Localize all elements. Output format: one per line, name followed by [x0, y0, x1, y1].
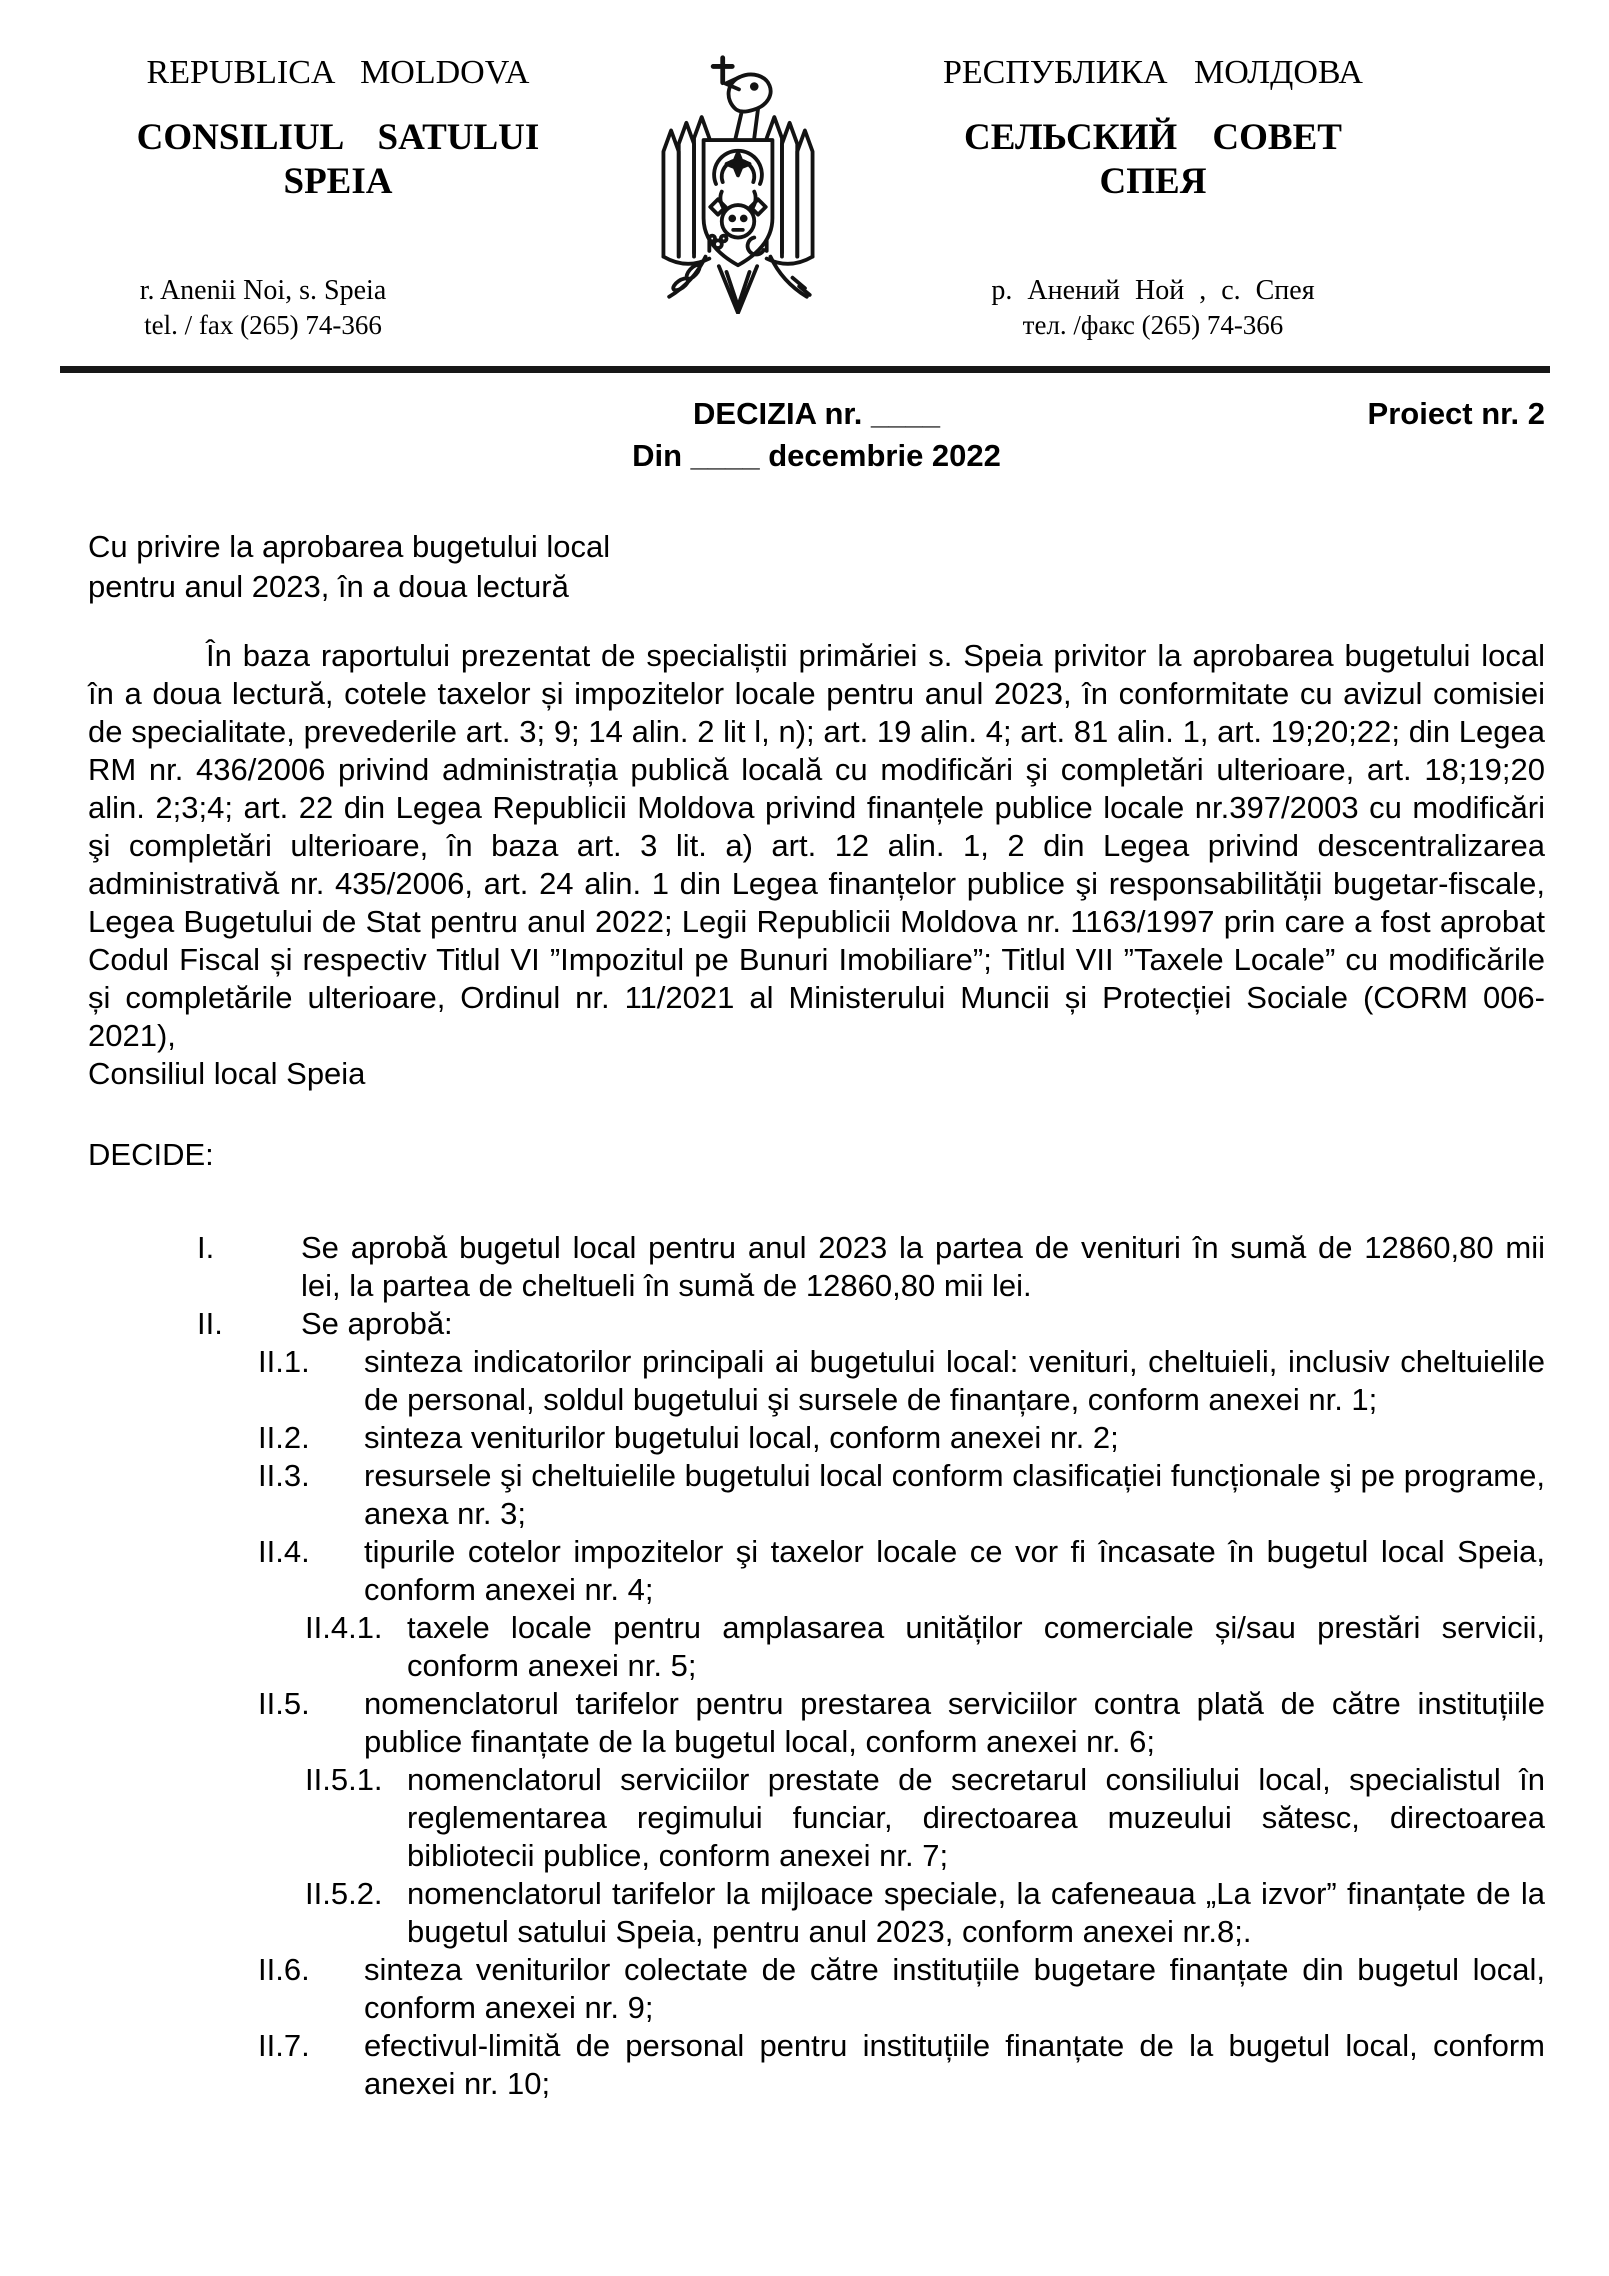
letterhead-romanian: [88, 48, 588, 342]
moldova-coat-of-arms-icon: [642, 54, 834, 314]
item-text: nomenclatorul serviciilor prestate de secretarul consiliului local, specialistul în reglementarea regimului funciar, directoarea muzeului sătesc, directoarea bibliotecii publice, conform anexei nr. 7;: [407, 1762, 1545, 1873]
country-name-ro: REPUBLICA MOLDOVA: [146, 54, 530, 91]
item-text: taxele locale pentru amplasarea unităților comerciale și/sau prestări servicii, conform anexei nr. 5;: [407, 1610, 1545, 1683]
item-number: II.: [197, 1306, 223, 1341]
address-block-ru: [888, 274, 1418, 342]
item-text: Se aprobă bugetul local pentru anul 2023 la partea de venituri în sumă de 12860,80 mii lei, la partea de cheltueli în sumă de 12860,80 mii lei.: [301, 1230, 1545, 1303]
address-block-ro: [88, 274, 438, 342]
item-number: II.7.: [258, 2028, 310, 2063]
project-number: Proiect nr. 2: [1367, 396, 1545, 431]
subject-line-1: Cu privire la aprobarea bugetului local: [88, 529, 611, 564]
decision-item: [88, 1951, 1545, 2027]
item-text: sinteza indicatorilor principali ai bugetului local: venituri, cheltuieli, inclusiv cheltuielile de personal, soldul bugetului şi sursele de finanțare, conform anexei nr. 1;: [364, 1344, 1545, 1417]
decision-title-block: [88, 393, 1545, 477]
letterhead-emblem: [588, 48, 888, 342]
decision-item: [88, 1343, 1545, 1419]
decision-item: [88, 2027, 1545, 2103]
council-name-ru: СЕЛЬСКИЙ СОВЕТ СПЕЯ: [964, 117, 1342, 202]
item-text: nomenclatorul tarifelor pentru prestarea serviciilor contra plată de către instituțiile publice finanțate de la bugetul local, conform anexei nr. 6;: [364, 1686, 1545, 1759]
decision-item: [88, 1419, 1545, 1457]
decision-item: [88, 1685, 1545, 1761]
phone-ru: тел. /факс (265) 74-366: [1022, 310, 1284, 340]
item-text: nomenclatorul tarifelor la mijloace speciale, la cafeneaua „La izvor” finanțate de la bugetul satului Speia, pentru anul 2023, conform anexei nr.8;.: [407, 1876, 1545, 1949]
decision-item: [88, 1875, 1545, 1951]
item-number: II.5.1.: [305, 1762, 383, 1797]
address-ru: р. Анений Ной , с. Спея: [991, 275, 1315, 306]
header-separator-rule: [60, 366, 1550, 373]
item-number: II.4.: [258, 1534, 310, 1569]
item-text: sinteza veniturilor colectate de către instituțiile bugetare finanțate din bugetul local, conform anexei nr. 9;: [364, 1952, 1545, 2025]
item-number: II.2.: [258, 1420, 310, 1455]
letterhead-russian: [888, 48, 1418, 342]
decision-item: [88, 1457, 1545, 1533]
item-number: II.5.2.: [305, 1876, 383, 1911]
item-number: II.4.1.: [305, 1610, 383, 1645]
item-text: sinteza veniturilor bugetului local, conform anexei nr. 2;: [364, 1420, 1119, 1455]
letterhead: [88, 48, 1545, 342]
decision-item: [88, 1229, 1545, 1305]
decision-number-line: DECIZIA nr. ____: [693, 396, 940, 431]
decision-item: [88, 1533, 1545, 1609]
item-number: II.3.: [258, 1458, 310, 1493]
decide-label: DECIDE:: [88, 1137, 214, 1172]
decision-items-list: [88, 1229, 1545, 2103]
item-text: tipurile cotelor impozitelor şi taxelor locale ce vor fi încasate în bugetul local Speia, conform anexei nr. 4;: [364, 1534, 1545, 1607]
item-number: II.1.: [258, 1344, 310, 1379]
subject-line-2: pentru anul 2023, în a doua lectură: [88, 569, 569, 604]
preamble-closing: Consiliul local Speia: [88, 1056, 366, 1091]
preamble-paragraph: În baza raportului prezentat de specialiștii primăriei s. Speia privitor la aprobarea bugetului local în a doua lectură, cotele taxelor și impozitelor locale pentru anul 2023, în conformitate cu avizul comisiei de specialitate, prevederile art. 3; 9; 14 alin. 2 lit l, n); art. 19 alin. 4; art. 81 alin. 1, art. 19;20;22; din Legea RM nr. 436/2006 privind administrația publică locală cu modificări şi completări ulterioare, art. 18;19;20 alin. 2;3;4; art. 22 din Legea Republicii Moldova privind finanțele publice locale nr.397/2003 cu modificări şi completări ulterioare, în baza art. 3 lit. a) art. 12 alin. 1, 2 din Legea privind descentralizarea administrativă nr. 435/2006, art. 24 alin. 1 din Legea finanțelor publice şi responsabilității bugetar-fiscale, Legea Bugetului de Stat pentru anul 2022; Legii Republicii Moldova nr. 1163/1997 prin care a fost aprobat Codul Fiscal și respectiv Titlul VI ”Impozitul pe Bunuri Imobiliare”; Titlul VII ”Taxele Locale” cu modificările și completările ulterioare, Ordinul nr. 11/2021 al Ministerului Muncii și Protecției Sociale (CORM 006-2021),: [88, 638, 1545, 1053]
decision-item: [88, 1609, 1545, 1685]
item-text: efectivul-limită de personal pentru instituțiile finanțate de la bugetul local, conform anexei nr. 10;: [364, 2028, 1545, 2101]
address-ro: r. Anenii Noi, s. Speia: [139, 275, 387, 306]
decision-date-line: Din ____ decembrie 2022: [632, 438, 1001, 473]
decision-subject: [88, 527, 1545, 607]
item-number: II.5.: [258, 1686, 310, 1721]
decision-item: [88, 1305, 1545, 1343]
country-name-ru: РЕСПУБЛИКА МОЛДОВА: [943, 54, 1363, 91]
council-name-ro: CONSILIUL SATULUI SPEIA: [136, 117, 540, 202]
item-number: I.: [197, 1230, 215, 1265]
decision-item: [88, 1761, 1545, 1875]
item-text: resursele şi cheltuielile bugetului local conform clasificației funcționale şi pe programe, anexa nr. 3;: [364, 1458, 1545, 1531]
phone-ro: tel. / fax (265) 74-366: [144, 310, 382, 340]
item-text: Se aprobă:: [301, 1306, 453, 1341]
item-number: II.6.: [258, 1952, 310, 1987]
